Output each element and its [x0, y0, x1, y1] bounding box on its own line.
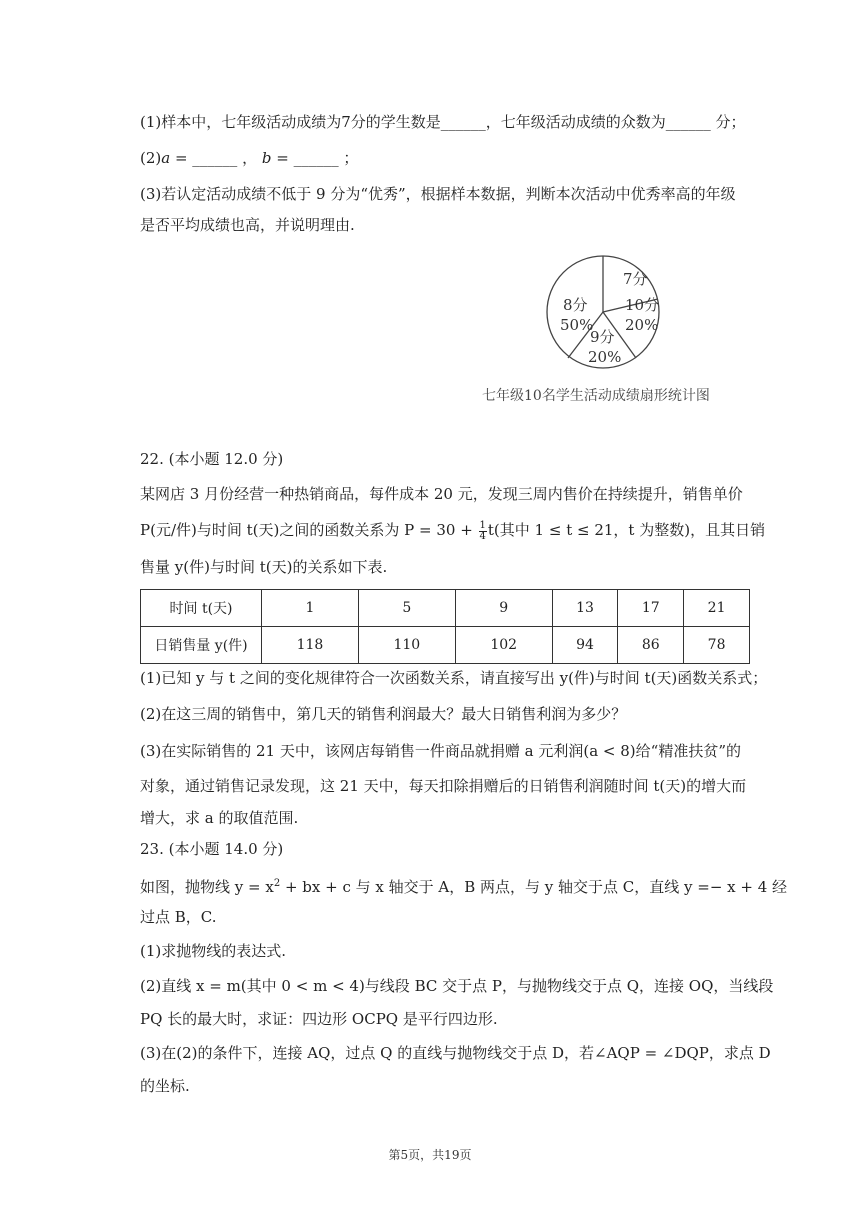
table-cell: 118	[262, 627, 359, 664]
table-cell: 9	[455, 590, 552, 627]
table-row-header: 日销售量 y(件)	[141, 627, 262, 664]
table-cell: 5	[358, 590, 455, 627]
table-cell: 110	[358, 627, 455, 664]
q23-part2-line1: (2)直线 x = m(其中 0 < m < 4)与线段 BC 交于点 P，与抛物线交于点 Q，连接 OQ，当线段	[140, 977, 774, 995]
var-b: b	[261, 149, 272, 167]
q23-part3-line1: (3)在(2)的条件下，连接 AQ，过点 Q 的直线与抛物线交于点 D，若∠AQP = ∠DQP，求点 D	[140, 1044, 771, 1062]
q23-line1	[140, 874, 787, 897]
q21-part3-line2: 是否平均成绩也高，并说明理由.	[140, 216, 355, 234]
fraction-numerator: 1	[479, 519, 486, 531]
q22-title: 22. (本小题 12.0 分)	[140, 450, 284, 468]
pie-label-7: 7分	[623, 270, 648, 288]
pie-pct-9: 20%	[588, 348, 622, 366]
table-cell: 13	[552, 590, 618, 627]
q22-part3-line1: (3)在实际销售的 21 天中，该网店每销售一件商品就捐赠 a 元利润(a < 8)给“精准扶贫”的	[140, 742, 741, 760]
q22-part3-line2: 对象，通过销售记录发现，这 21 天中，每天扣除捐赠后的日销售利润随时间 t(天)的增大而	[140, 777, 747, 795]
table-row	[141, 590, 750, 627]
q21-part2-prefix: (2)	[140, 149, 162, 167]
q22-line2	[140, 520, 765, 542]
page-footer: 第5页，共19页	[388, 1148, 472, 1162]
pie-label-8: 8分	[563, 296, 588, 314]
q22-line2-b: t(天)之间的函数关系为	[246, 521, 405, 539]
q21-part1: (1)样本中，七年级活动成绩为7分的学生数是______，七年级活动成绩的众数为______ 分；	[140, 113, 746, 131]
table-row	[141, 627, 750, 664]
q22-part2: (2)在这三周的销售中，第几天的销售利润最大？最大日销售利润为多少？	[140, 705, 627, 723]
exponent: 2	[273, 878, 281, 889]
pie-chart	[528, 254, 678, 374]
q23-part2-line2: PQ 长的最大时，求证：四边形 OCPQ 是平行四边形.	[140, 1010, 498, 1028]
q22-line2-a: P(元/件)与时间	[140, 521, 247, 539]
table-row-header: 时间 t(天)	[141, 590, 262, 627]
pie-pct-10: 20%	[625, 316, 659, 334]
q23-line1-b: + bx + c 与 x 轴交于 A，B 两点，与 y 轴交于点 C，直线 y =− x + 4 经	[280, 878, 788, 896]
sales-table	[140, 589, 750, 664]
q21-part2-mid: = ______ ，	[170, 149, 262, 167]
q21-part2-post: = ______ ；	[271, 149, 359, 167]
q23-part3-line2: 的坐标.	[140, 1077, 190, 1095]
pie-caption: 七年级10名学生活动成绩扇形统计图	[482, 388, 710, 404]
table-cell: 1	[262, 590, 359, 627]
q22-part3-line3: 增大，求 a 的取值范围.	[140, 809, 299, 827]
table-cell: 17	[618, 590, 684, 627]
q23-part1: (1)求抛物线的表达式.	[140, 942, 287, 960]
table-cell: 21	[684, 590, 750, 627]
pie-pct-8: 50%	[560, 316, 594, 334]
table-cell: 78	[684, 627, 750, 664]
q23-line1-a: 如图，抛物线 y = x	[140, 878, 274, 896]
var-a: a	[161, 149, 171, 167]
q22-part1: (1)已知 y 与 t 之间的变化规律符合一次函数关系，请直接写出 y(件)与时间 t(天)函数关系式；	[140, 669, 768, 687]
table-cell: 94	[552, 627, 618, 664]
q23-title: 23. (本小题 14.0 分)	[140, 840, 284, 858]
table-cell: 102	[455, 627, 552, 664]
q22-line3: 售量 y(件)与时间 t(天)的关系如下表.	[140, 558, 388, 576]
table-cell: 86	[618, 627, 684, 664]
fraction-denominator: 4	[479, 530, 486, 542]
q21-part2	[140, 148, 358, 168]
q21-part3-line1: (3)若认定活动成绩不低于 9 分为“优秀”，根据样本数据，判断本次活动中优秀率高的年级	[140, 185, 736, 203]
fraction-one-quarter	[479, 521, 487, 542]
pie-label-9: 9分	[590, 328, 615, 346]
q22-line1: 某网店 3 月份经营一种热销商品，每件成本 20 元，发现三周内售价在持续提升，销售单价	[140, 485, 743, 503]
q23-line2: 过点 B，C.	[140, 908, 217, 926]
q22-line2-c: P = 30 +	[404, 521, 478, 539]
q22-line2-d: t(其中 1 ≤ t ≤ 21，t 为整数)，且其日销	[487, 521, 766, 539]
pie-label-10: 10分	[625, 296, 660, 314]
